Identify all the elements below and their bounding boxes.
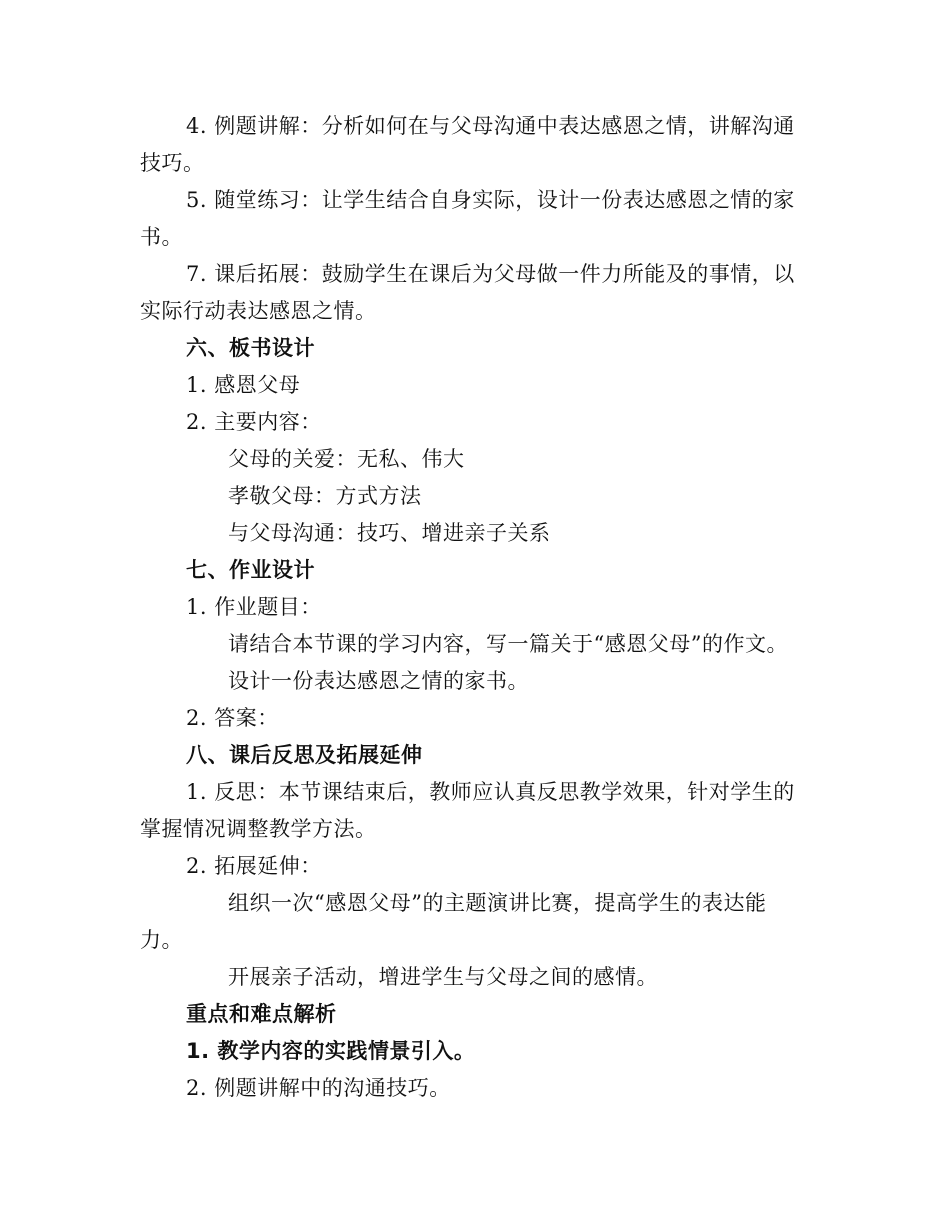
sub-item: 孝敬父母：方式方法 (228, 484, 422, 508)
list-item: 1. 感恩父母 (186, 373, 301, 397)
sub-item: 请结合本节课的学习内容，写一篇关于“感恩父母”的作文。 (228, 632, 788, 656)
paragraph-line: 4. 例题讲解：分析如何在与父母沟通中表达感恩之情，讲解沟通 (186, 114, 795, 138)
sub-item: 设计一份表达感恩之情的家书。 (228, 669, 529, 693)
section-heading: 八、课后反思及拓展延伸 (186, 743, 423, 767)
paragraph-line: 力。 (140, 928, 183, 952)
list-item: 2. 例题讲解中的沟通技巧。 (186, 1076, 451, 1100)
list-item: 1. 作业题目： (186, 595, 322, 619)
sub-item: 与父母沟通：技巧、增进亲子关系 (228, 521, 551, 545)
sub-item: 开展亲子活动，增进学生与父母之间的感情。 (228, 965, 658, 989)
sub-item: 父母的关爱：无私、伟大 (228, 447, 465, 471)
section-heading: 七、作业设计 (186, 558, 315, 582)
section-heading: 重点和难点解析 (186, 1002, 337, 1026)
section-heading: 六、板书设计 (186, 336, 315, 360)
paragraph-line: 1. 反思：本节课结束后，教师应认真反思教学效果，针对学生的 (186, 780, 795, 804)
list-item: 1. 教学内容的实践情景引入。 (186, 1039, 476, 1063)
list-item: 2. 答案： (186, 706, 279, 730)
paragraph-line: 7. 课后拓展：鼓励学生在课后为父母做一件力所能及的事情，以 (186, 262, 795, 286)
paragraph-line: 书。 (140, 225, 183, 249)
sub-item: 组织一次“感恩父母”的主题演讲比赛，提高学生的表达能 (228, 891, 767, 915)
paragraph-line: 5. 随堂练习：让学生结合自身实际，设计一份表达感恩之情的家 (186, 188, 795, 212)
paragraph-line: 掌握情况调整教学方法。 (140, 817, 377, 841)
list-item: 2. 主要内容： (186, 410, 322, 434)
paragraph-line: 实际行动表达感恩之情。 (140, 299, 377, 323)
list-item: 2. 拓展延伸： (186, 854, 322, 878)
paragraph-line: 技巧。 (140, 151, 205, 175)
